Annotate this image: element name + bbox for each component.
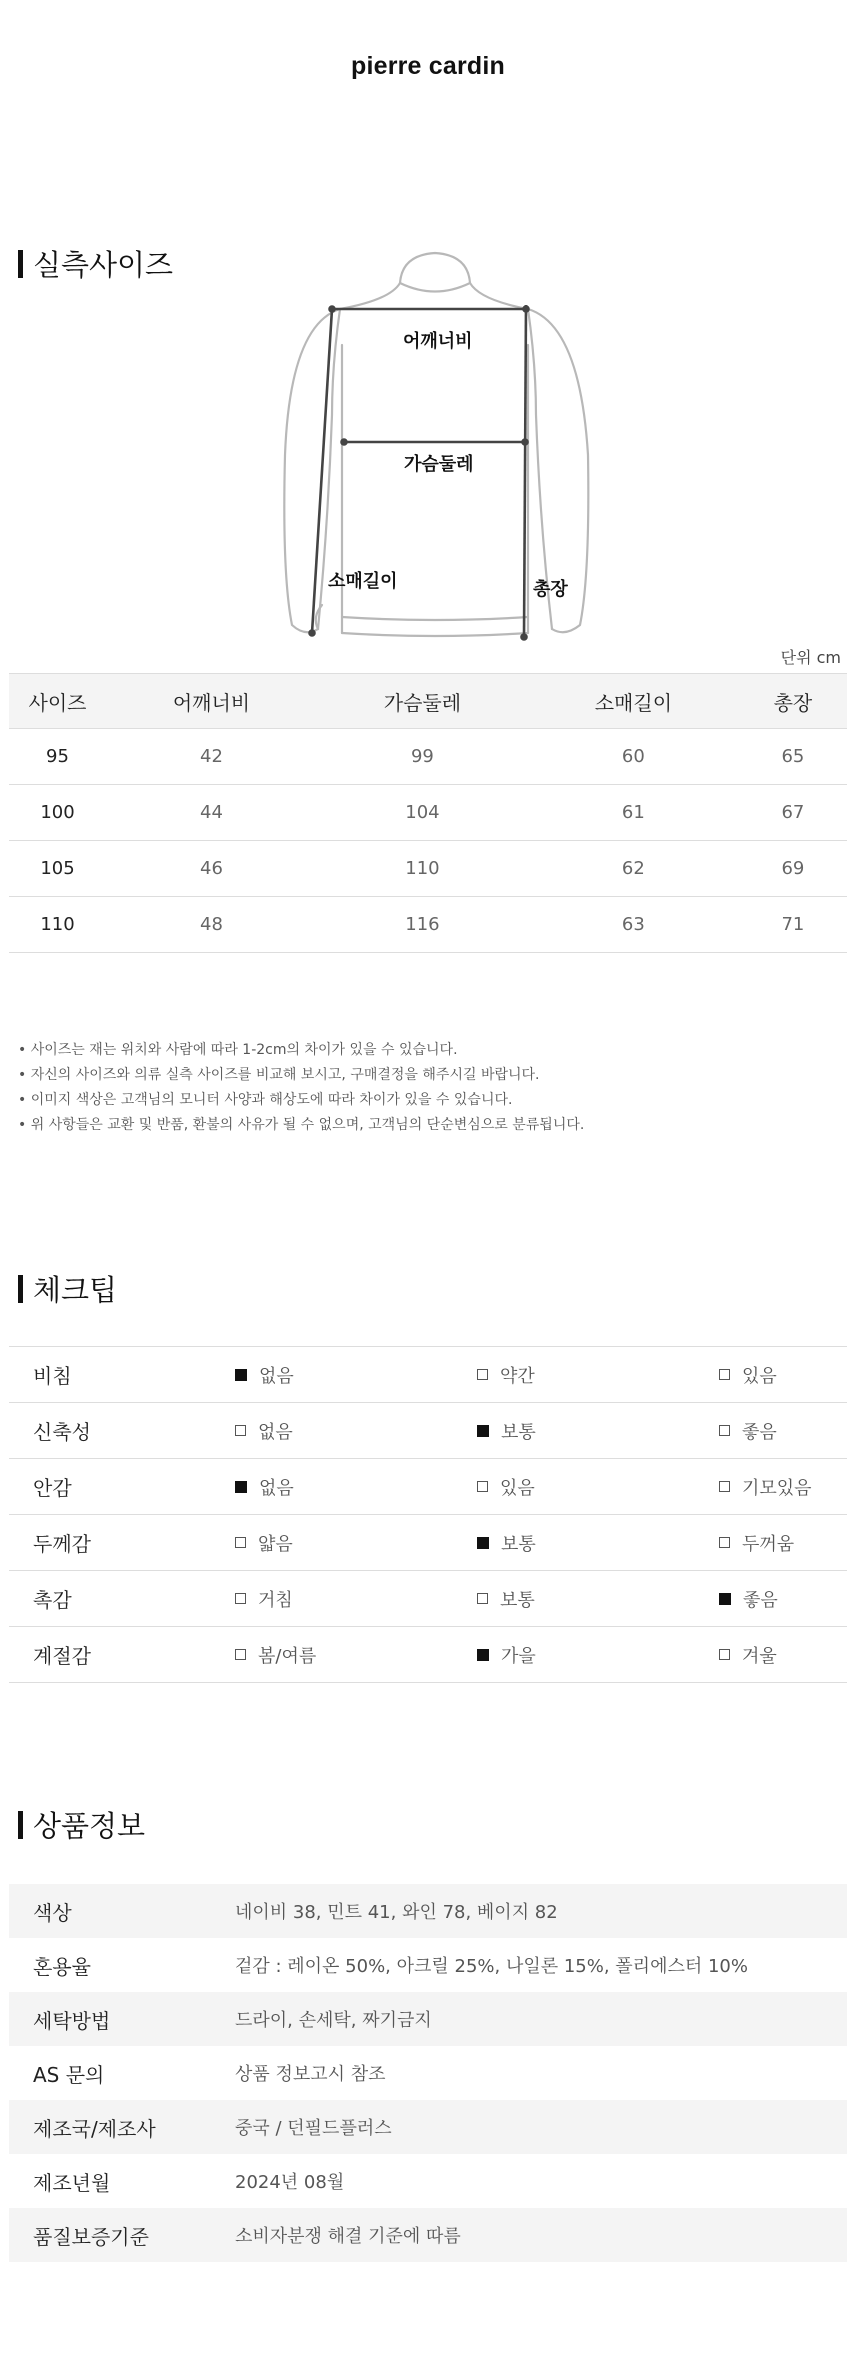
checkbox-empty-icon xyxy=(719,1537,730,1548)
size-notes xyxy=(18,1038,584,1138)
table-row xyxy=(9,1992,847,2046)
checkbox-empty-icon xyxy=(719,1369,730,1380)
size-cell: 105 xyxy=(9,841,106,897)
checkbox-checked-icon xyxy=(477,1537,489,1549)
option-label: 보통 xyxy=(501,1421,536,1443)
info-key: 세탁방법 xyxy=(9,1992,234,2046)
size-diagram xyxy=(270,245,600,645)
info-key: 제조국/제조사 xyxy=(9,2100,234,2154)
sleeve-cell: 63 xyxy=(528,897,739,953)
note-item: • 이미지 색상은 고객님의 모니터 사양과 해상도에 따라 차이가 있을 수 있습니다. xyxy=(18,1088,584,1113)
info-key: AS 문의 xyxy=(33,2062,105,2087)
info-section-title xyxy=(18,1804,145,1845)
check-option xyxy=(718,1515,847,1571)
check-row-label: 계절감 xyxy=(9,1627,234,1683)
check-row xyxy=(9,1515,847,1571)
checkbox-empty-icon xyxy=(235,1649,246,1660)
diagram-label-sleeve: 소매길이 xyxy=(328,571,398,592)
checkbox-empty-icon xyxy=(235,1537,246,1548)
checkbox-empty-icon xyxy=(719,1649,730,1660)
info-key: 색상 xyxy=(9,1884,234,1938)
check-option xyxy=(476,1515,718,1571)
header-cell: 총장 xyxy=(739,674,847,729)
size-table xyxy=(9,673,847,953)
option-label: 좋음 xyxy=(742,1421,777,1443)
check-row xyxy=(9,1627,847,1683)
check-option xyxy=(476,1571,718,1627)
check-row xyxy=(9,1347,847,1403)
check-row xyxy=(9,1459,847,1515)
header-cell: 가슴둘레 xyxy=(317,674,528,729)
check-option xyxy=(234,1571,476,1627)
length-cell: 67 xyxy=(739,785,847,841)
diagram-label-length: 총장 xyxy=(533,579,568,600)
chest-cell: 110 xyxy=(317,841,528,897)
unit-label: 단위 cm xyxy=(780,648,841,667)
diagram-label-chest: 가슴둘레 xyxy=(404,454,474,475)
check-option xyxy=(718,1347,847,1403)
check-row xyxy=(9,1571,847,1627)
shoulder-cell: 44 xyxy=(106,785,317,841)
table-row xyxy=(9,841,847,897)
info-value: 네이비 38, 민트 41, 와인 78, 베이지 82 xyxy=(234,1884,847,1938)
info-value: 2024년 08월 xyxy=(235,2172,345,2193)
check-option xyxy=(476,1403,718,1459)
check-option xyxy=(234,1403,476,1459)
check-section-title xyxy=(18,1268,117,1309)
size-cell: 95 xyxy=(9,729,106,785)
table-row xyxy=(9,2154,847,2208)
table-row xyxy=(9,729,847,785)
checkbox-checked-icon xyxy=(719,1593,731,1605)
length-cell: 65 xyxy=(739,729,847,785)
check-option xyxy=(234,1627,476,1683)
note-item: • 위 사항들은 교환 및 반품, 환불의 사유가 될 수 없으며, 고객님의 단순변심으로 분류됩니다. xyxy=(18,1113,584,1138)
option-label: 기모있음 xyxy=(742,1477,812,1499)
checkbox-empty-icon xyxy=(477,1593,488,1604)
chest-cell: 99 xyxy=(317,729,528,785)
title-bar xyxy=(18,250,23,278)
checkbox-checked-icon xyxy=(235,1481,247,1493)
option-label: 없음 xyxy=(259,1477,294,1499)
option-label: 있음 xyxy=(500,1477,535,1499)
option-label: 얇음 xyxy=(258,1533,293,1555)
size-cell: 110 xyxy=(9,897,106,953)
header-cell: 소매길이 xyxy=(528,674,739,729)
option-label: 거침 xyxy=(258,1589,293,1611)
shoulder-cell: 46 xyxy=(106,841,317,897)
info-value: 드라이, 손세탁, 짜기금지 xyxy=(234,1992,847,2046)
option-label: 좋음 xyxy=(743,1589,778,1611)
check-section-title-text: 체크팁 xyxy=(33,1273,118,1307)
size-section-title-text: 실측사이즈 xyxy=(33,248,174,282)
table-row xyxy=(9,2046,847,2100)
check-option xyxy=(234,1459,476,1515)
brand-logo: pierre cardin xyxy=(350,52,506,80)
header-cell: 어깨너비 xyxy=(106,674,317,729)
checkbox-empty-icon xyxy=(719,1425,730,1436)
table-row xyxy=(9,1938,847,1992)
check-option xyxy=(718,1403,847,1459)
sleeve-cell: 61 xyxy=(528,785,739,841)
checkbox-empty-icon xyxy=(477,1481,488,1492)
checkbox-empty-icon xyxy=(477,1369,488,1380)
info-key: 품질보증기준 xyxy=(9,2208,234,2262)
title-bar xyxy=(18,1275,23,1303)
check-row-label: 비침 xyxy=(9,1347,234,1403)
table-row xyxy=(9,785,847,841)
check-option xyxy=(718,1459,847,1515)
checkbox-empty-icon xyxy=(235,1425,246,1436)
chest-cell: 104 xyxy=(317,785,528,841)
option-label: 약간 xyxy=(500,1365,535,1387)
checkbox-checked-icon xyxy=(235,1369,247,1381)
table-row xyxy=(9,2208,847,2262)
checkbox-checked-icon xyxy=(477,1425,489,1437)
check-option xyxy=(234,1515,476,1571)
length-cell: 69 xyxy=(739,841,847,897)
table-row xyxy=(9,897,847,953)
check-option xyxy=(476,1459,718,1515)
note-item: • 사이즈는 재는 위치와 사람에 따라 1-2cm의 차이가 있을 수 있습니다. xyxy=(18,1038,584,1063)
option-label: 봄/여름 xyxy=(258,1645,317,1667)
option-label: 없음 xyxy=(259,1365,294,1387)
info-key: 제조년월 xyxy=(33,2170,111,2195)
check-option xyxy=(718,1627,847,1683)
length-cell: 71 xyxy=(739,897,847,953)
info-value: 중국 / 던필드플러스 xyxy=(234,2100,847,2154)
check-row-label: 신축성 xyxy=(9,1403,234,1459)
title-bar xyxy=(18,1811,23,1839)
option-label: 두꺼움 xyxy=(742,1533,795,1555)
info-value: 상품 정보고시 참조 xyxy=(235,2064,386,2085)
shoulder-cell: 42 xyxy=(106,729,317,785)
header-cell: 사이즈 xyxy=(9,674,106,729)
checkbox-empty-icon xyxy=(719,1481,730,1492)
size-table-header xyxy=(9,674,847,729)
info-section-title-text: 상품정보 xyxy=(33,1809,146,1843)
option-label: 보통 xyxy=(501,1533,536,1555)
size-section-title xyxy=(18,243,173,284)
info-value: 소비자분쟁 해결 기준에 따름 xyxy=(234,2208,847,2262)
checkbox-empty-icon xyxy=(235,1593,246,1604)
chest-cell: 116 xyxy=(317,897,528,953)
option-label: 겨울 xyxy=(742,1645,777,1667)
sleeve-cell: 62 xyxy=(528,841,739,897)
note-item: • 자신의 사이즈와 의류 실측 사이즈를 비교해 보시고, 구매결정을 해주시길 바랍니다. xyxy=(18,1063,584,1088)
info-value: 겉감 : 레이온 50%, 아크릴 25%, 나일론 15%, 폴리에스터 10% xyxy=(235,1956,748,1977)
info-key: 혼용율 xyxy=(33,1954,91,1979)
product-info-table xyxy=(9,1884,847,2262)
check-option xyxy=(476,1627,718,1683)
option-label: 보통 xyxy=(500,1589,535,1611)
check-row-label: 두께감 xyxy=(9,1515,234,1571)
shoulder-cell: 48 xyxy=(106,897,317,953)
sleeve-cell: 60 xyxy=(528,729,739,785)
option-label: 가을 xyxy=(501,1645,536,1667)
check-row xyxy=(9,1403,847,1459)
check-row-label: 촉감 xyxy=(9,1571,234,1627)
size-cell: 100 xyxy=(9,785,106,841)
check-option xyxy=(476,1347,718,1403)
table-row xyxy=(9,1884,847,1938)
check-option xyxy=(718,1571,847,1627)
table-row xyxy=(9,2100,847,2154)
check-row-label: 안감 xyxy=(9,1459,234,1515)
check-tip-table xyxy=(9,1346,847,1683)
option-label: 없음 xyxy=(258,1421,293,1443)
check-option xyxy=(234,1347,476,1403)
diagram-label-shoulder: 어깨너비 xyxy=(403,331,473,352)
checkbox-checked-icon xyxy=(477,1649,489,1661)
option-label: 있음 xyxy=(742,1365,777,1387)
